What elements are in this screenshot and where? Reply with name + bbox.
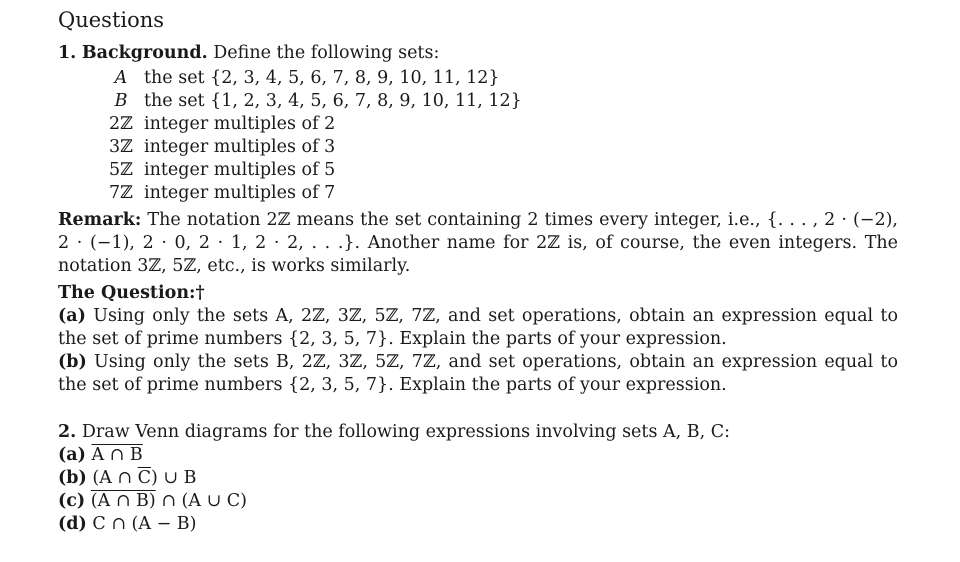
definition-row (98, 90, 522, 113)
question-1-part-b (58, 351, 898, 397)
page-heading: Questions (58, 8, 165, 32)
definition-symbol: 2ℤ (109, 114, 133, 134)
expression-overlined: $\overline{C}$ (137, 468, 152, 488)
expression-rest: ) ∪ B (151, 468, 197, 488)
question-2-part-d (58, 513, 898, 536)
question-2-number: 2. (58, 422, 77, 442)
expression-overlined: A ∩ B (91, 445, 143, 465)
definition-symbol: B (114, 91, 128, 111)
question-label: The Question:† (58, 283, 205, 303)
definition-row (98, 67, 522, 90)
definition-row (98, 113, 522, 136)
question-2-part-a (58, 444, 898, 467)
part-label: (d) (58, 514, 87, 534)
definition-text: integer multiples of 2 (144, 114, 336, 134)
expression-overlined: (A ∩ B) (90, 491, 156, 511)
definition-symbol: 7ℤ (109, 183, 133, 203)
definition-symbol: A (114, 68, 128, 88)
part-text: Using only the sets B, 2ℤ, 3ℤ, 5ℤ, 7ℤ, and set operations, obtain an expression equal to the set of prime numbers {2, 3, 5, 7}. Explain the parts of your expression. (58, 352, 898, 395)
question-1-number: 1. (58, 43, 77, 63)
question-2-part-b (58, 467, 898, 490)
set-definitions-table (98, 67, 522, 205)
definition-row (98, 182, 522, 205)
definition-symbol: 3ℤ (109, 137, 133, 157)
question-1-title: Background. (81, 43, 208, 63)
question-2-header (58, 421, 898, 444)
expression-prefix: (A ∩ (92, 468, 138, 488)
document-page (58, 6, 898, 536)
definition-text: integer multiples of 3 (144, 137, 336, 157)
remark-text: The notation 2ℤ means the set containing 2 times every integer, i.e., {. . . , 2 · (−2), 2 · (−1), 2 · 0, 2 · 1, 2 · 2, . . .}. Another name for 2ℤ is, of course, the even integers. The notation 3ℤ, 5ℤ, etc., is works similarly. (58, 210, 898, 276)
definition-row (98, 136, 522, 159)
remark-label: Remark: (58, 210, 142, 230)
question-1-part-a (58, 305, 898, 351)
question-2-part-c (58, 490, 898, 513)
remark-paragraph (58, 209, 898, 278)
definition-symbol: 5ℤ (109, 160, 133, 180)
definition-text: integer multiples of 5 (144, 160, 336, 180)
question-2-intro: Draw Venn diagrams for the following expressions involving sets A, B, C: (81, 422, 731, 442)
question-1-header (58, 42, 898, 65)
part-label: (c) (58, 491, 86, 511)
part-label: (a) (58, 445, 86, 465)
definition-text: the set {1, 2, 3, 4, 5, 6, 7, 8, 9, 10, 11, 12} (144, 91, 522, 111)
part-label: (b) (58, 468, 87, 488)
definition-row (98, 159, 522, 182)
expression-rest: ∩ (A ∪ C) (155, 491, 248, 511)
question-1-intro: Define the following sets: (213, 43, 440, 63)
definition-text: the set {2, 3, 4, 5, 6, 7, 8, 9, 10, 11, 12} (144, 68, 500, 88)
part-label: (b) (58, 352, 87, 372)
expression-rest: C ∩ (A − B) (92, 514, 197, 534)
part-label: (a) (58, 306, 86, 326)
definition-text: integer multiples of 7 (144, 183, 336, 203)
part-text: Using only the sets A, 2ℤ, 3ℤ, 5ℤ, 7ℤ, and set operations, obtain an expression equal to the set of prime numbers {2, 3, 5, 7}. Explain the parts of your expression. (58, 306, 898, 349)
